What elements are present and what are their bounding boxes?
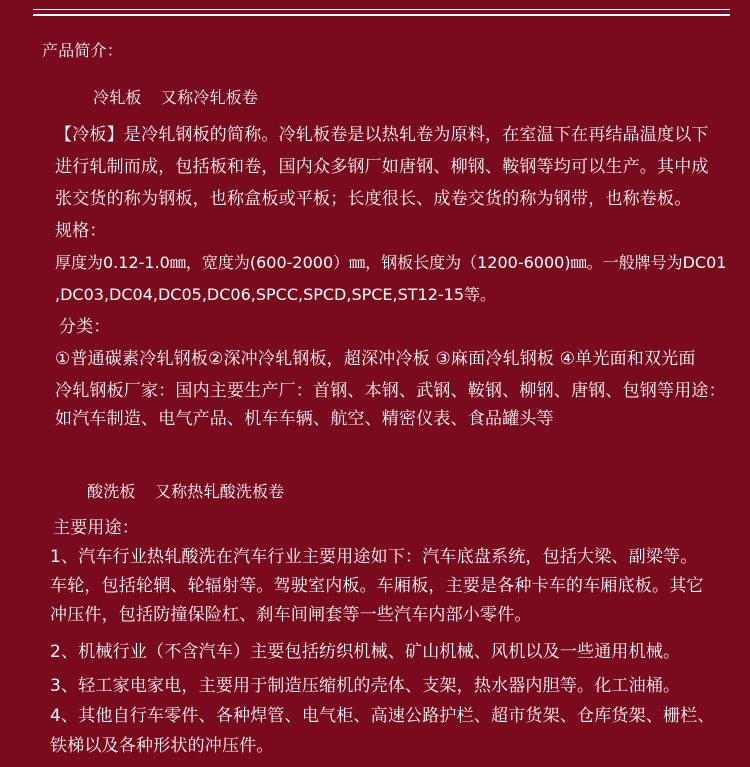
top-divider-thick [33,14,730,16]
usage-line: 4、其他自行车零件、各种焊管、电气柜、高速公路护栏、超市货架、仓库货架、栅栏、 [50,706,715,726]
section-title-pickled: 酸洗板 又称热轧酸洗板卷 [87,482,285,501]
usage-line: 铁梯以及各种形状的冲压件。 [50,736,274,756]
top-divider-thin [33,9,730,10]
description-line: 进行轧制而成，包括板和卷，国内众多钢厂如唐钢、柳钢、鞍钢等均可以生产。其中成 [55,157,709,177]
section-title-cold-rolled: 冷轧板 又称冷轧板卷 [93,88,259,107]
usage-line: 3、轻工家电家电，主要用于制造压缩机的壳体、支架，热水器内胆等。化工油桶。 [50,676,681,696]
intro-label: 产品简介： [42,41,124,60]
category-label: 分类： [59,317,111,337]
spec-line: ,DC03,DC04,DC05,DC06,SPCC,SPCD,SPCE,ST12-15等。 [55,285,497,304]
spec-line: 厚度为0.12-1.0㎜，宽度为(600-2000）㎜，钢板长度为（1200-6000)㎜。一般牌号为DC01 [55,253,727,272]
category-line: 冷轧钢板厂家：国内主要生产厂：首钢、本钢、武钢、鞍钢、柳钢、唐钢、包钢等用途： [55,381,726,401]
usage-line: 车轮，包括轮辋、轮辐射等。驾驶室内板。车厢板，主要是各种卡车的车厢底板。其它 [50,576,704,596]
usage-line: 2、机械行业（不含汽车）主要包括纺织机械、矿山机械、风机以及一些通用机械。 [50,642,681,662]
category-line: ①普通碳素冷轧钢板②深冲冷轧钢板，超深冲冷板 ③麻面冷轧钢板 ④单光面和双光面 [55,349,696,369]
description-line: 张交货的称为钢板，也称盒板或平板；长度很长、成卷交货的称为钢带，也称卷板。 [55,189,692,209]
spec-label: 规格： [55,221,107,241]
category-line: 如汽车制造、电气产品、机车车辆、航空、精密仪表、食品罐头等 [55,409,554,429]
description-line: 【冷板】是冷轧钢板的简称。冷轧板卷是以热轧卷为原料，在室温下在再结晶温度以下 [55,125,709,145]
usage-label: 主要用途： [53,518,139,538]
usage-line: 冲压件，包括防撞保险杠、刹车间闸套等一些汽车内部小零件。 [50,605,532,625]
usage-line: 1、汽车行业热轧酸洗在汽车行业主要用途如下：汽车底盘系统，包括大梁、副梁等。 [50,547,698,567]
